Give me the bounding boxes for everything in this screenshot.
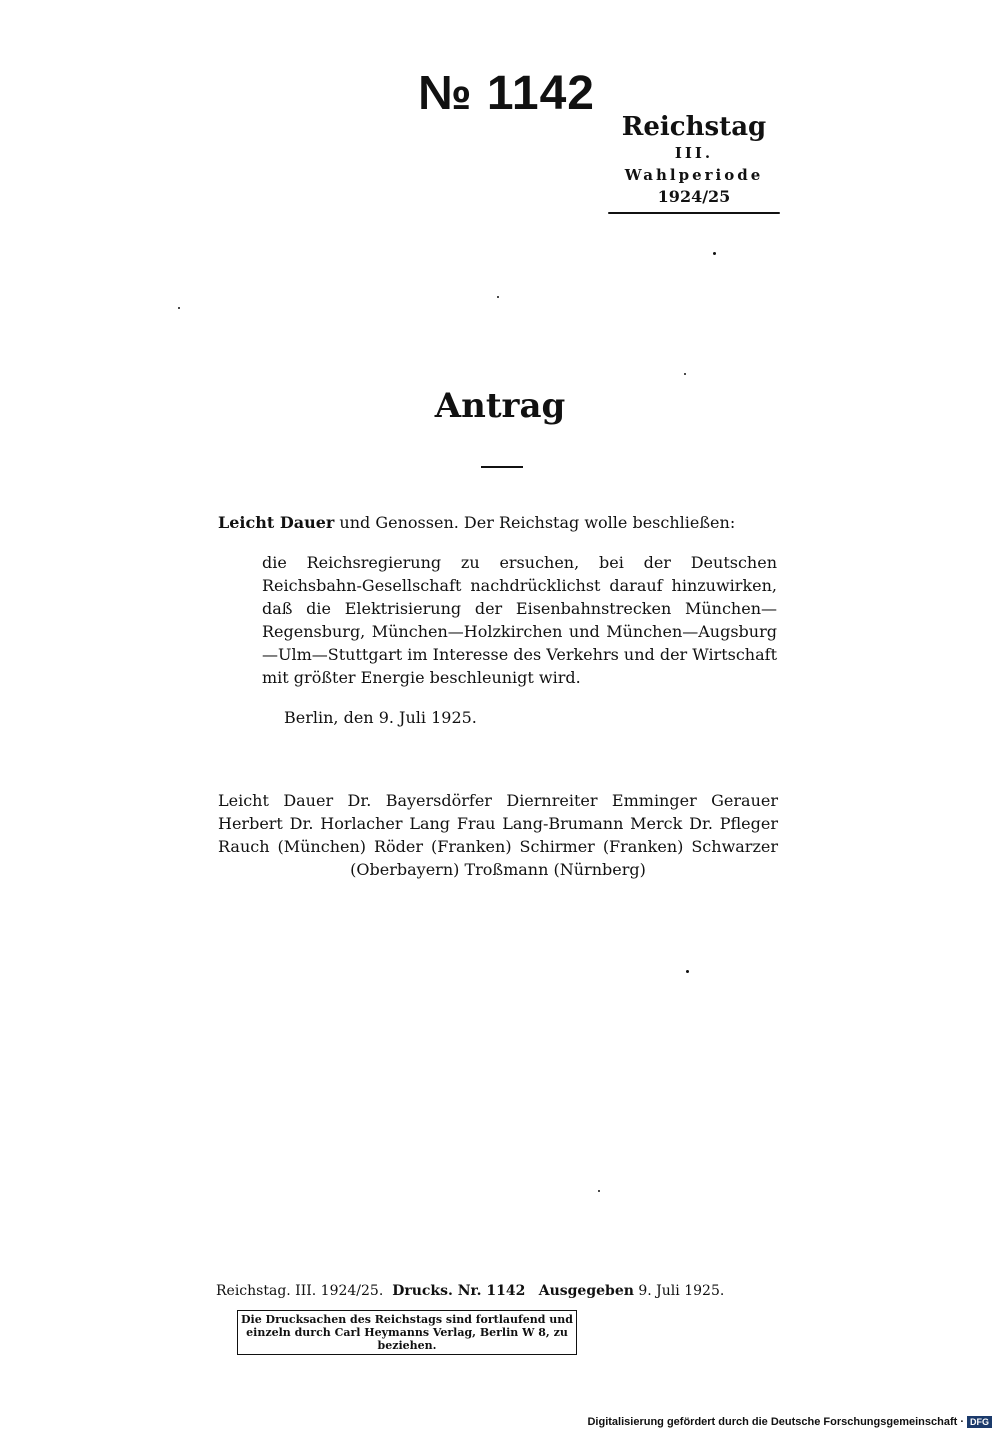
dfg-logo: DFG: [967, 1416, 992, 1428]
scan-speck: [684, 373, 686, 375]
masthead: [608, 112, 780, 214]
masthead-period: III. Wahlperiode: [624, 144, 764, 184]
credit-text: Digitalisierung gefördert durch die Deutsche Forschungsgemeinschaft ·: [587, 1416, 964, 1428]
publisher-notice: Die Drucksachen des Reichstags sind fortlaufend und einzeln durch Carl Heymanns Verlag, Berlin W 8, zu beziehen.: [237, 1310, 577, 1355]
masthead-rule: [608, 212, 780, 214]
footer-print-number: Drucks. Nr. 1142: [392, 1283, 526, 1299]
intro-names: Leicht Dauer: [218, 513, 335, 532]
scan-speck: [497, 296, 499, 298]
footer-reference-line: [216, 1283, 724, 1299]
place-date: Berlin, den 9. Juli 1925.: [284, 708, 477, 727]
footer-issued-date: 9. Juli 1925.: [638, 1283, 725, 1299]
footer-issued-label: Ausgegeben: [538, 1283, 634, 1299]
intro-text: und Genossen. Der Reichstag wolle beschließen:: [339, 513, 736, 532]
motion-text: die Reichsregierung zu ersuchen, bei der Deutschen Reichsbahn-Gesellschaft nachdrücklichst darauf hinzuwirken, daß die Elektrisierung der Eisenbahnstrecken München—Regensburg, München—Holzkirchen und München—Augsburg—Ulm—Stuttgart im Interesse des Verkehrs und der Wirtschaft mit größter Energie beschleunigt wird.: [262, 553, 777, 687]
masthead-years: 1924/25: [657, 187, 731, 206]
footer-reference: Reichstag. III. 1924/25.: [216, 1283, 384, 1299]
signatories: Leicht Dauer Dr. Bayersdörfer Diernreiter Emminger Gerauer Herbert Dr. Horlacher Lang Frau Lang-Brumann Merck Dr. Pfleger Rauch (München) Röder (Franken) Schirmer (Franken) Schwarzer (Oberbayern) Troßmann (Nürnberg): [218, 791, 778, 879]
scan-speck: [178, 307, 180, 309]
document-type: Antrag: [434, 386, 566, 426]
document-number: № 1142: [418, 67, 595, 120]
scan-speck: [686, 970, 689, 973]
digitization-credit: [587, 1416, 992, 1428]
masthead-title: Reichstag: [621, 112, 767, 142]
scan-speck: [598, 1190, 600, 1192]
intro-line: [218, 513, 735, 532]
scan-speck: [713, 252, 716, 255]
title-divider: [481, 466, 523, 468]
